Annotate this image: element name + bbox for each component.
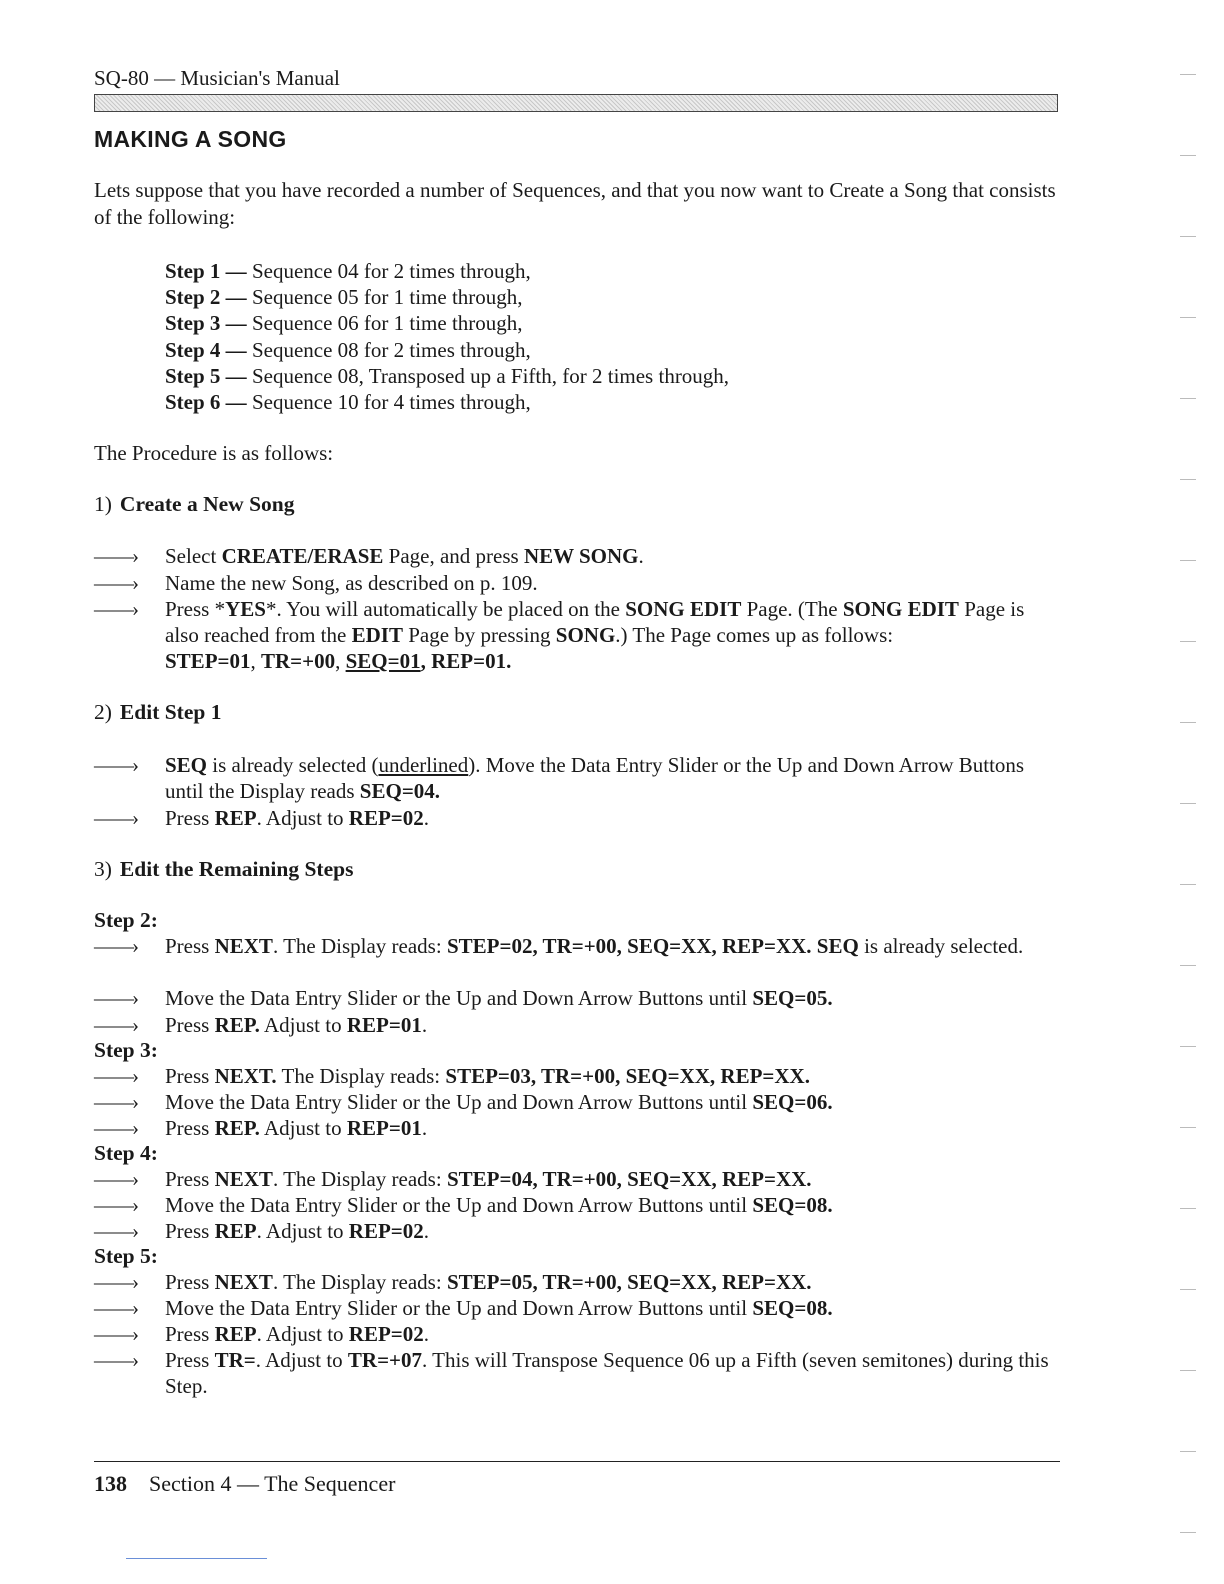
step5-bullet-4: ——› Press TR=. Adjust to TR=+07. This will Transpose Sequence 06 up a Fifth (seven semitones) during this Step.	[94, 1348, 1049, 1398]
arrow-icon: ——›	[94, 1013, 137, 1037]
step3-bullet-3: ——› Press REP. Adjust to REP=01.	[94, 1116, 428, 1140]
step5-bullet-2: ——› Move the Data Entry Slider or the Up and Down Arrow Buttons until SEQ=08.	[94, 1296, 833, 1320]
scan-edge-line	[126, 1558, 267, 1559]
step2-bullet-1: ——› Press NEXT. The Display reads: STEP=02, TR=+00, SEQ=XX, REP=XX. SEQ is already selected.	[94, 934, 1024, 958]
step3-label: Step 3:	[94, 1038, 158, 1062]
arrow-icon: ——›	[94, 544, 137, 568]
step5-label: Step 5:	[94, 1244, 158, 1268]
arrow-icon: ——›	[94, 1270, 137, 1294]
step2-bullet-2: ——› Move the Data Entry Slider or the Up and Down Arrow Buttons until SEQ=05.	[94, 986, 833, 1010]
song-step: Step 1 — Sequence 04 for 2 times through,	[165, 259, 531, 283]
running-header: SQ-80 — Musician's Manual	[94, 66, 340, 90]
footer-section-title: Section 4 — The Sequencer	[149, 1471, 396, 1496]
procedure-intro: The Procedure is as follows:	[94, 441, 334, 465]
footer-rule	[94, 1461, 1060, 1462]
section-title: MAKING A SONG	[94, 126, 287, 152]
part3-heading: 3) Edit the Remaining Steps	[94, 857, 354, 881]
step5-bullet-1: ——› Press NEXT. The Display reads: STEP=05, TR=+00, SEQ=XX, REP=XX.	[94, 1270, 812, 1294]
arrow-icon: ——›	[94, 1348, 137, 1372]
arrow-icon: ——›	[94, 1167, 137, 1191]
song-steps-list	[165, 258, 729, 415]
header-rule-bar	[94, 94, 1058, 112]
arrow-icon: ——›	[94, 1116, 137, 1140]
arrow-icon: ——›	[94, 597, 137, 621]
step3-bullet-1: ——› Press NEXT. The Display reads: STEP=03, TR=+00, SEQ=XX, REP=XX.	[94, 1064, 810, 1088]
step4-bullet-2: ——› Move the Data Entry Slider or the Up and Down Arrow Buttons until SEQ=08.	[94, 1193, 833, 1217]
step5-bullet-3: ——› Press REP. Adjust to REP=02.	[94, 1322, 429, 1346]
step4-bullet-3: ——› Press REP. Adjust to REP=02.	[94, 1219, 429, 1243]
arrow-icon: ——›	[94, 1219, 137, 1243]
part1-heading: 1) Create a New Song	[94, 492, 295, 516]
part2-heading: 2) Edit Step 1	[94, 700, 222, 724]
arrow-icon: ——›	[94, 934, 137, 958]
part1-bullet-2: ——› Name the new Song, as described on p. 109.	[94, 571, 538, 595]
step3-bullet-2: ——› Move the Data Entry Slider or the Up and Down Arrow Buttons until SEQ=06.	[94, 1090, 833, 1114]
page-number: 138	[94, 1471, 127, 1496]
arrow-icon: ——›	[94, 986, 137, 1010]
step4-label: Step 4:	[94, 1141, 158, 1165]
arrow-icon: ——›	[94, 806, 137, 830]
part1-bullet-3: ——› Press *YES*. You will automatically be placed on the SONG EDIT Page. (The SONG EDIT Page is also reached from the EDIT Page by pressing SONG.) The Page comes up as follows: STEP=01, TR=+00, SEQ=01, REP=01.	[94, 597, 1025, 673]
song-step: Step 6 — Sequence 10 for 4 times through,	[165, 390, 531, 415]
step2-label: Step 2:	[94, 908, 158, 932]
step2-bullet-3: ——› Press REP. Adjust to REP=01.	[94, 1013, 428, 1037]
arrow-icon: ——›	[94, 1296, 137, 1320]
arrow-icon: ——›	[94, 1322, 137, 1346]
song-step: Step 2 — Sequence 05 for 1 time through,	[165, 285, 523, 310]
page-footer	[94, 1471, 395, 1497]
song-step: Step 5 — Sequence 08, Transposed up a Fifth, for 2 times through,	[165, 363, 730, 388]
intro-paragraph: Lets suppose that you have recorded a number of Sequences, and that you now want to Create a Song that consists of the following:	[94, 178, 1056, 229]
song-step: Step 3 — Sequence 06 for 1 time through,	[165, 311, 523, 336]
arrow-icon: ——›	[94, 1064, 137, 1088]
arrow-icon: ——›	[94, 1090, 137, 1114]
part2-bullet-2: ——› Press REP. Adjust to REP=02.	[94, 806, 429, 830]
song-step: Step 4 — Sequence 08 for 2 times through,	[165, 337, 531, 362]
part2-bullet-1: ——› SEQ is already selected (underlined). Move the Data Entry Slider or the Up and Down Arrow Buttons until the Display reads SEQ=04.	[94, 753, 1025, 803]
arrow-icon: ——›	[94, 1193, 137, 1217]
arrow-icon: ——›	[94, 753, 137, 777]
part1-bullet-1: ——› Select CREATE/ERASE Page, and press NEW SONG.	[94, 544, 644, 568]
arrow-icon: ——›	[94, 571, 137, 595]
step4-bullet-1: ——› Press NEXT. The Display reads: STEP=04, TR=+00, SEQ=XX, REP=XX.	[94, 1167, 812, 1191]
